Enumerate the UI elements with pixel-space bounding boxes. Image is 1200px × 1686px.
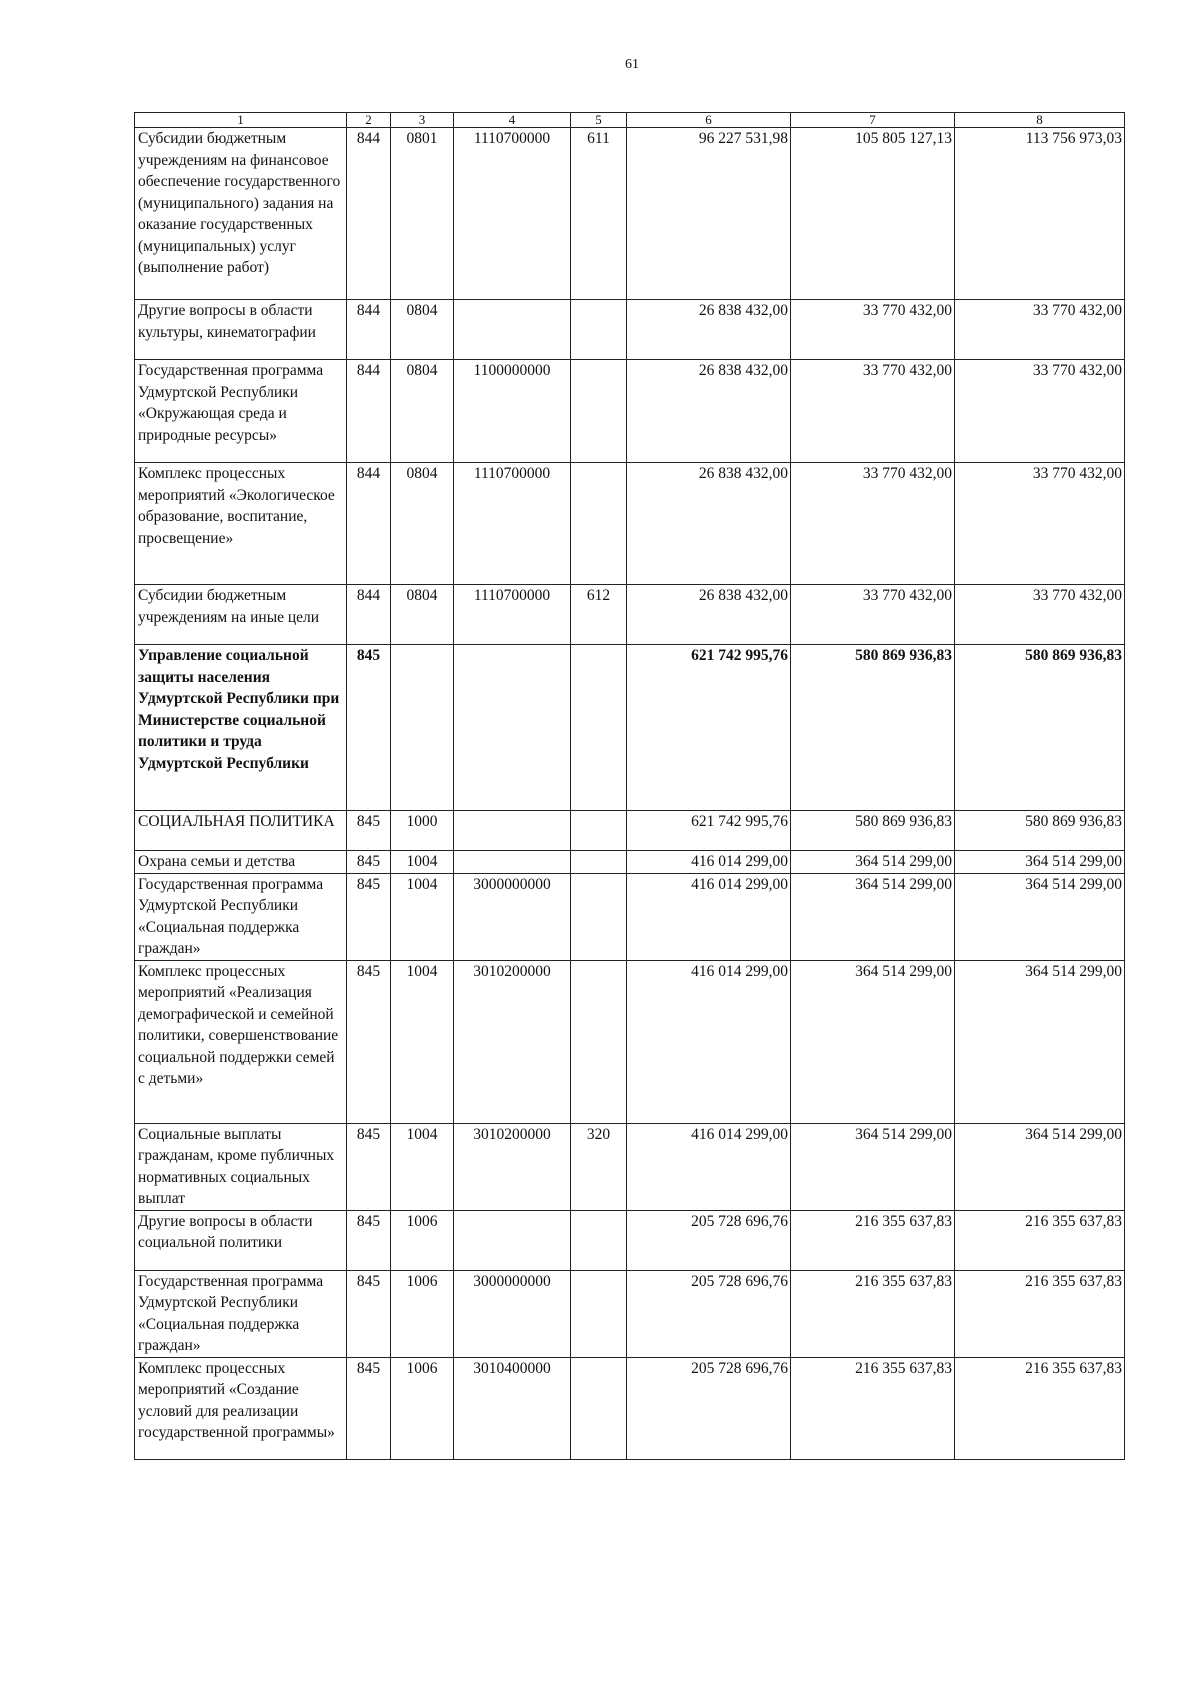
- section-code-cell: 1004: [391, 851, 454, 874]
- target-article-cell: [454, 1210, 571, 1270]
- column-number: 6: [627, 113, 791, 128]
- ministry-code-cell: 845: [347, 1123, 391, 1210]
- section-code-cell: 0801: [391, 128, 454, 300]
- ministry-code-cell: 845: [347, 1210, 391, 1270]
- target-article-cell: [454, 851, 571, 874]
- ministry-code-cell: 845: [347, 1357, 391, 1459]
- amount-col7-cell: 33 770 432,00: [791, 585, 955, 645]
- column-number: 5: [571, 113, 627, 128]
- column-number: 2: [347, 113, 391, 128]
- page-number: 61: [625, 57, 639, 72]
- ministry-code-cell: 844: [347, 585, 391, 645]
- amount-col7-cell: 364 514 299,00: [791, 873, 955, 960]
- column-number: 4: [454, 113, 571, 128]
- row-name-cell: Управление социальной защиты населения Удмуртской Республики при Министерстве социальной политики и труда Удмуртской Республики: [135, 645, 347, 811]
- amount-col8-cell: 364 514 299,00: [955, 1123, 1125, 1210]
- section-code-cell: [391, 645, 454, 811]
- section-code-cell: 0804: [391, 585, 454, 645]
- table-row: [135, 463, 1125, 585]
- amount-col6-cell: 621 742 995,76: [627, 645, 791, 811]
- amount-col7-cell: 216 355 637,83: [791, 1270, 955, 1357]
- section-code-cell: 0804: [391, 360, 454, 463]
- row-name-cell: Субсидии бюджетным учреждениям на финансовое обеспечение государственного (муниципального) задания на оказание государственных (муниципальных) услуг (выполнение работ): [135, 128, 347, 300]
- amount-col6-cell: 26 838 432,00: [627, 360, 791, 463]
- section-code-cell: 1004: [391, 873, 454, 960]
- target-article-cell: 1100000000: [454, 360, 571, 463]
- amount-col8-cell: 580 869 936,83: [955, 645, 1125, 811]
- amount-col8-cell: 364 514 299,00: [955, 873, 1125, 960]
- table-row: [135, 811, 1125, 851]
- ministry-code-cell: 845: [347, 1270, 391, 1357]
- amount-col7-cell: 364 514 299,00: [791, 851, 955, 874]
- amount-col8-cell: 216 355 637,83: [955, 1357, 1125, 1459]
- section-code-cell: 0804: [391, 300, 454, 360]
- amount-col6-cell: 416 014 299,00: [627, 960, 791, 1123]
- ministry-code-cell: 845: [347, 960, 391, 1123]
- amount-col7-cell: 580 869 936,83: [791, 645, 955, 811]
- ministry-code-cell: 845: [347, 873, 391, 960]
- ministry-code-cell: 845: [347, 645, 391, 811]
- table-row: [135, 128, 1125, 300]
- table-row: [135, 300, 1125, 360]
- section-code-cell: 1004: [391, 960, 454, 1123]
- row-name-cell: Комплекс процессных мероприятий «Реализация демографической и семейной политики, совершенствование социальной поддержки семей с детьми»: [135, 960, 347, 1123]
- target-article-cell: 3000000000: [454, 1270, 571, 1357]
- amount-col7-cell: 364 514 299,00: [791, 1123, 955, 1210]
- row-name-cell: Социальные выплаты гражданам, кроме публичных нормативных социальных выплат: [135, 1123, 347, 1210]
- section-code-cell: 0804: [391, 463, 454, 585]
- amount-col8-cell: 364 514 299,00: [955, 960, 1125, 1123]
- row-name-cell: Субсидии бюджетным учреждениям на иные цели: [135, 585, 347, 645]
- amount-col6-cell: 416 014 299,00: [627, 851, 791, 874]
- amount-col7-cell: 105 805 127,13: [791, 128, 955, 300]
- row-name-cell: Другие вопросы в области социальной политики: [135, 1210, 347, 1270]
- row-name-cell: Комплекс процессных мероприятий «Экологическое образование, воспитание, просвещение»: [135, 463, 347, 585]
- row-name-cell: Государственная программа Удмуртской Республики «Окружающая среда и природные ресурсы»: [135, 360, 347, 463]
- expense-type-cell: [571, 1270, 627, 1357]
- expense-type-cell: [571, 1357, 627, 1459]
- table-row: [135, 873, 1125, 960]
- table-row: [135, 1357, 1125, 1459]
- amount-col7-cell: 33 770 432,00: [791, 300, 955, 360]
- amount-col6-cell: 26 838 432,00: [627, 463, 791, 585]
- expense-type-cell: [571, 463, 627, 585]
- target-article-cell: [454, 300, 571, 360]
- amount-col6-cell: 205 728 696,76: [627, 1210, 791, 1270]
- amount-col6-cell: 26 838 432,00: [627, 300, 791, 360]
- section-code-cell: 1006: [391, 1270, 454, 1357]
- section-code-cell: 1006: [391, 1210, 454, 1270]
- ministry-code-cell: 844: [347, 128, 391, 300]
- amount-col8-cell: 33 770 432,00: [955, 463, 1125, 585]
- target-article-cell: 1110700000: [454, 128, 571, 300]
- table-row: [135, 585, 1125, 645]
- table-row: [135, 1123, 1125, 1210]
- amount-col6-cell: 96 227 531,98: [627, 128, 791, 300]
- table-row: [135, 960, 1125, 1123]
- table-row: [135, 360, 1125, 463]
- target-article-cell: 3010200000: [454, 960, 571, 1123]
- amount-col7-cell: 216 355 637,83: [791, 1357, 955, 1459]
- amount-col8-cell: 113 756 973,03: [955, 128, 1125, 300]
- amount-col6-cell: 416 014 299,00: [627, 873, 791, 960]
- amount-col7-cell: 216 355 637,83: [791, 1210, 955, 1270]
- section-code-cell: 1004: [391, 1123, 454, 1210]
- column-number: 1: [135, 113, 347, 128]
- budget-table: [134, 112, 1125, 1460]
- row-name-cell: Охрана семьи и детства: [135, 851, 347, 874]
- table-body: [135, 128, 1125, 1460]
- amount-col8-cell: 580 869 936,83: [955, 811, 1125, 851]
- ministry-code-cell: 845: [347, 811, 391, 851]
- expense-type-cell: [571, 960, 627, 1123]
- ministry-code-cell: 844: [347, 463, 391, 585]
- row-name-cell: Комплекс процессных мероприятий «Создание условий для реализации государственной программы»: [135, 1357, 347, 1459]
- section-code-cell: 1000: [391, 811, 454, 851]
- table-row: [135, 1270, 1125, 1357]
- amount-col8-cell: 216 355 637,83: [955, 1270, 1125, 1357]
- column-number: 3: [391, 113, 454, 128]
- target-article-cell: 3010400000: [454, 1357, 571, 1459]
- amount-col7-cell: 364 514 299,00: [791, 960, 955, 1123]
- row-name-cell: СОЦИАЛЬНАЯ ПОЛИТИКА: [135, 811, 347, 851]
- column-number-row: [135, 113, 1125, 128]
- table-row: [135, 1210, 1125, 1270]
- expense-type-cell: [571, 360, 627, 463]
- amount-col6-cell: 205 728 696,76: [627, 1270, 791, 1357]
- amount-col6-cell: 205 728 696,76: [627, 1357, 791, 1459]
- table-row: [135, 851, 1125, 874]
- target-article-cell: 3010200000: [454, 1123, 571, 1210]
- amount-col8-cell: 33 770 432,00: [955, 300, 1125, 360]
- target-article-cell: 1110700000: [454, 463, 571, 585]
- expense-type-cell: [571, 873, 627, 960]
- expense-type-cell: 611: [571, 128, 627, 300]
- amount-col8-cell: 33 770 432,00: [955, 360, 1125, 463]
- target-article-cell: [454, 645, 571, 811]
- amount-col8-cell: 216 355 637,83: [955, 1210, 1125, 1270]
- amount-col7-cell: 580 869 936,83: [791, 811, 955, 851]
- expense-type-cell: [571, 1210, 627, 1270]
- target-article-cell: [454, 811, 571, 851]
- column-number: 7: [791, 113, 955, 128]
- amount-col7-cell: 33 770 432,00: [791, 360, 955, 463]
- expense-type-cell: [571, 811, 627, 851]
- ministry-code-cell: 844: [347, 300, 391, 360]
- row-name-cell: Другие вопросы в области культуры, кинематографии: [135, 300, 347, 360]
- amount-col8-cell: 364 514 299,00: [955, 851, 1125, 874]
- row-name-cell: Государственная программа Удмуртской Республики «Социальная поддержка граждан»: [135, 873, 347, 960]
- amount-col8-cell: 33 770 432,00: [955, 585, 1125, 645]
- amount-col6-cell: 26 838 432,00: [627, 585, 791, 645]
- amount-col6-cell: 416 014 299,00: [627, 1123, 791, 1210]
- expense-type-cell: 320: [571, 1123, 627, 1210]
- table-row: [135, 645, 1125, 811]
- expense-type-cell: [571, 851, 627, 874]
- expense-type-cell: 612: [571, 585, 627, 645]
- row-name-cell: Государственная программа Удмуртской Республики «Социальная поддержка граждан»: [135, 1270, 347, 1357]
- amount-col7-cell: 33 770 432,00: [791, 463, 955, 585]
- column-number: 8: [955, 113, 1125, 128]
- expense-type-cell: [571, 300, 627, 360]
- amount-col6-cell: 621 742 995,76: [627, 811, 791, 851]
- target-article-cell: 1110700000: [454, 585, 571, 645]
- target-article-cell: 3000000000: [454, 873, 571, 960]
- section-code-cell: 1006: [391, 1357, 454, 1459]
- ministry-code-cell: 844: [347, 360, 391, 463]
- ministry-code-cell: 845: [347, 851, 391, 874]
- expense-type-cell: [571, 645, 627, 811]
